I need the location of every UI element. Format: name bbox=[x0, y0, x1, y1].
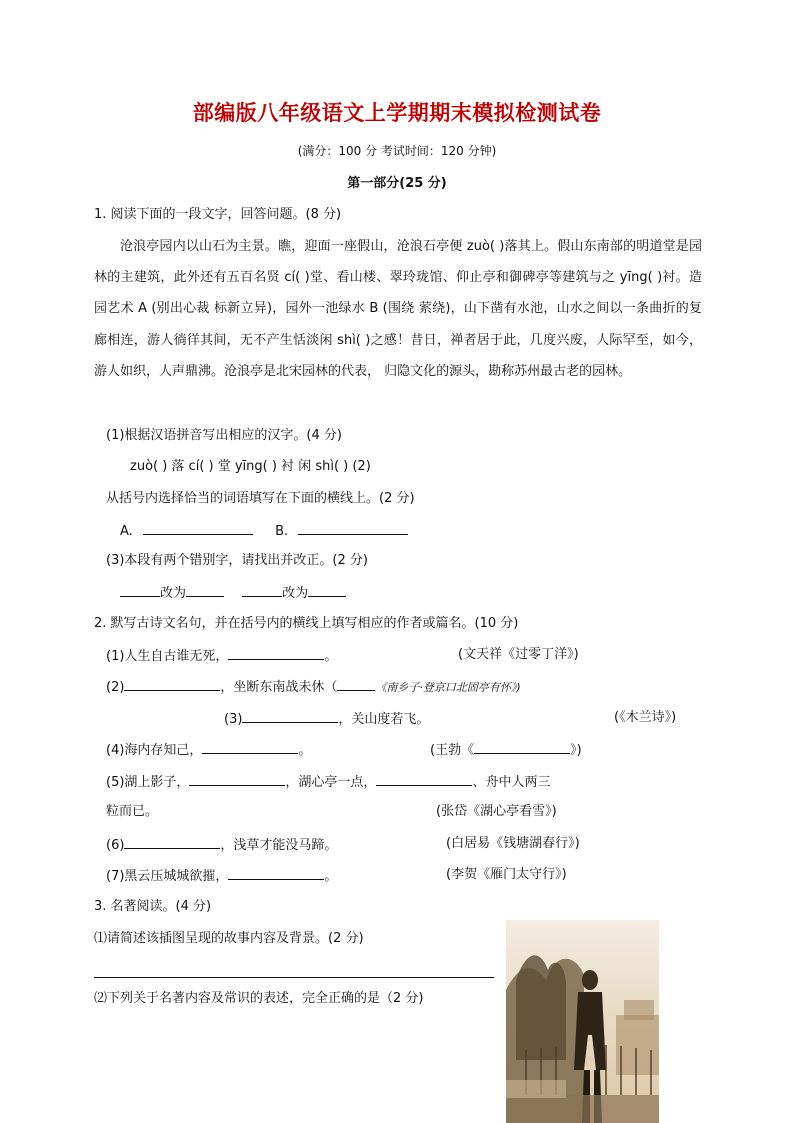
line-2-text: (2) bbox=[106, 680, 125, 695]
q3-answer-line[interactable] bbox=[94, 977, 494, 978]
q2-author-7: (李贺《雁门太守行》) bbox=[446, 867, 567, 882]
q2-author-5: (张岱《湖心亭看雪》) bbox=[436, 804, 557, 819]
q1-sub2: 从括号内选择恰当的词语填写在下面的横线上。(2 分) bbox=[106, 491, 415, 506]
q2-line-7 bbox=[106, 866, 337, 886]
q2-line-5-cont: 粒而已。 bbox=[106, 804, 159, 819]
line-6-blank[interactable] bbox=[124, 835, 220, 849]
q2-author-4 bbox=[430, 740, 582, 760]
line-1-end: 。 bbox=[324, 649, 338, 664]
q2-line-4 bbox=[106, 740, 311, 760]
blank-b-line[interactable] bbox=[298, 521, 408, 535]
q2-author-6: (白居易《钱塘湖春行》) bbox=[446, 836, 580, 851]
wrong-char-2-line[interactable] bbox=[242, 583, 282, 597]
q1-passage: 沧浪亭园内以山石为主景。瞧，迎面一座假山，沧浪石亭便 zuò( )落其上。假山东南部的明道堂是园林的主建筑，此外还有五百名贤 cí( )堂、看山楼、翠玲珑馆、仰止亭和御碑亭等建筑与之 yīng( )衬。造园艺术 A (别出心裁 标新立异)，园外一池绿水 B (围绕 萦绕)，山下凿有水池，山水之间以一条曲折的复廊相连，游人徜徉其间，无不产生恬淡闲 shì( )之感！昔日，禅者居于此，几度兴废，人际罕至，如今，游人如织，人声鼎沸。沧浪亭是北宋园林的代表， 归隐文化的源头，勘称苏州最古老的园林。 bbox=[94, 239, 702, 379]
line-5-blank-2[interactable] bbox=[376, 772, 472, 786]
q2-line-3 bbox=[224, 709, 429, 729]
line-5-text: (5)湖上影子， bbox=[106, 775, 190, 790]
change-label-1: 改为 bbox=[160, 586, 187, 601]
q1-pinyin-line: zuò( ) 落 cí( ) 堂 yīng( ) 衬 闲 shì( ) (2) bbox=[130, 459, 371, 474]
q3-sub1: ⑴请简述该插图呈现的故事内容及背景。(2 分) bbox=[94, 931, 364, 946]
line-4-text: (4)海内存知己， bbox=[106, 743, 203, 758]
blank-b-label: B. bbox=[275, 524, 289, 539]
line-2-mid: ，坐断东南战未休（ bbox=[220, 680, 338, 695]
line-4-author: (王勃《 bbox=[430, 743, 475, 758]
line-3-text: (3) bbox=[224, 712, 243, 727]
line-3-end: ，关山度若飞。 bbox=[338, 712, 430, 727]
line-1-text: (1)人生自古谁无死， bbox=[106, 649, 229, 664]
line-6-text: (6) bbox=[106, 838, 125, 853]
exam-title: 部编版八年级语文上学期期末模拟检测试卷 bbox=[192, 101, 602, 125]
q2-line-2 bbox=[106, 677, 521, 697]
blank-a-label: A. bbox=[120, 524, 133, 539]
line-4-close: 》) bbox=[570, 743, 582, 758]
line-2-author-blank[interactable] bbox=[337, 677, 375, 691]
q1-stem: 1. 阅读下面的一段文字，回答问题。(8 分) bbox=[94, 207, 342, 222]
line-4-title-blank[interactable] bbox=[474, 740, 570, 754]
q2-line-5 bbox=[106, 772, 550, 792]
q3-sub2: ⑵下列关于名著内容及常识的表述，完全正确的是（2 分) bbox=[94, 991, 424, 1006]
line-3-blank[interactable] bbox=[242, 709, 338, 723]
q2-line-1 bbox=[106, 646, 337, 666]
line-7-end: 。 bbox=[324, 869, 338, 884]
line-5-mid: ，湖心亭一点， bbox=[285, 775, 377, 790]
book-illustration-photo bbox=[506, 920, 659, 1123]
q1-sub1: (1)根据汉语拼音写出相应的汉字。(4 分) bbox=[106, 428, 342, 443]
q2-stem: 2. 默写古诗文名句，并在括号内的横线上填写相应的作者或篇名。(10 分) bbox=[94, 616, 519, 631]
q2-author-3: (《木兰诗》) bbox=[614, 710, 677, 725]
line-1-blank[interactable] bbox=[228, 646, 324, 660]
exam-subtitle: (满分：100 分 考试时间：120 分钟) bbox=[297, 144, 497, 158]
blank-a-line[interactable] bbox=[143, 521, 253, 535]
q1-sub3: (3)本段有两个错别字，请找出并改正。(2 分) bbox=[106, 553, 368, 568]
q2-author-1: (文天祥《过零丁洋》) bbox=[458, 647, 579, 662]
q2-line-6 bbox=[106, 835, 337, 855]
line-4-end: 。 bbox=[298, 743, 312, 758]
q1-correction-row bbox=[120, 583, 346, 603]
illustration-sketch bbox=[506, 920, 659, 1123]
correct-char-2-line[interactable] bbox=[308, 583, 346, 597]
wrong-char-1-line[interactable] bbox=[120, 583, 160, 597]
line-2-blank[interactable] bbox=[124, 677, 220, 691]
q3-stem: 3. 名著阅读。(4 分) bbox=[94, 899, 212, 914]
line-2-source: 《南乡子·登京口北固亭有怀》) bbox=[375, 681, 521, 694]
line-4-blank[interactable] bbox=[202, 740, 298, 754]
line-5-blank-1[interactable] bbox=[189, 772, 285, 786]
line-7-blank[interactable] bbox=[228, 866, 324, 880]
line-6-end: ，浅草才能没马蹄。 bbox=[220, 838, 338, 853]
part-heading: 第一部分(25 分) bbox=[347, 176, 447, 191]
line-5-tail: 、舟中人两三 bbox=[472, 775, 551, 790]
correct-char-1-line[interactable] bbox=[186, 583, 224, 597]
line-7-text: (7)黑云压城城欲摧， bbox=[106, 869, 229, 884]
change-label-2: 改为 bbox=[282, 586, 309, 601]
q1-blank-a-row bbox=[120, 521, 408, 541]
